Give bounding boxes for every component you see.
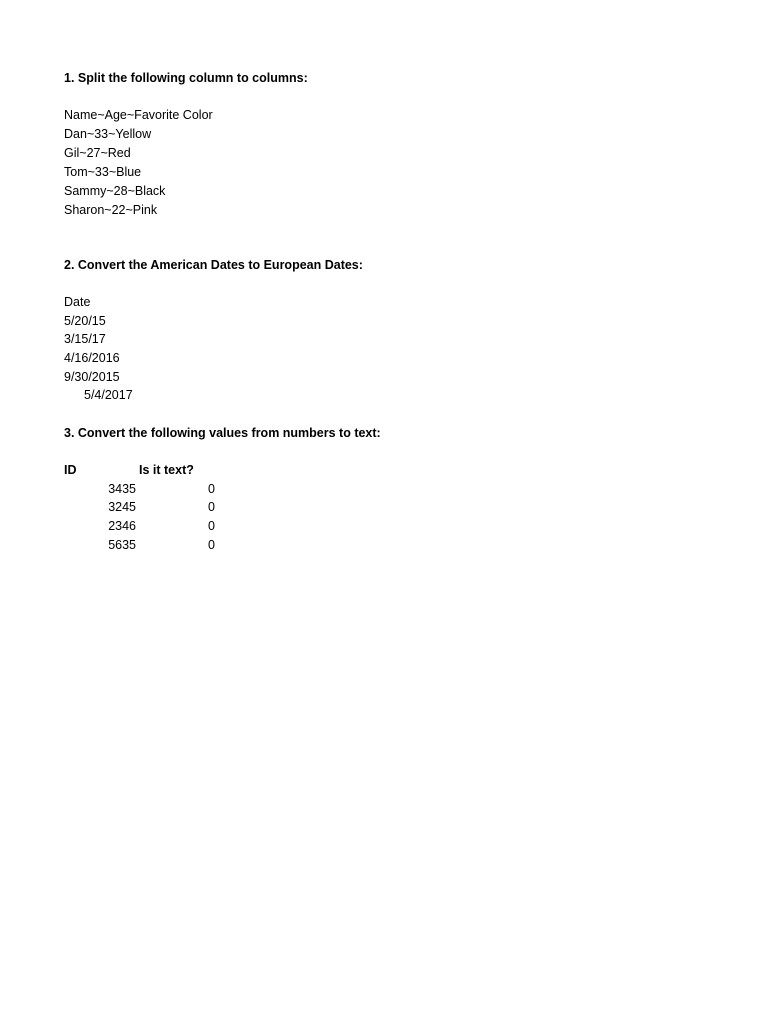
date-cell: 5/4/2017 <box>84 388 133 402</box>
is-text-cell: 0 <box>208 482 215 496</box>
date-cell: 5/20/15 <box>64 314 106 328</box>
id-column-header: ID <box>64 463 77 477</box>
id-cell: 5635 <box>108 538 136 552</box>
section-1-line: Gil~27~Red <box>64 146 131 160</box>
section-1-line: Tom~33~Blue <box>64 165 142 179</box>
section-1-line: Dan~33~Yellow <box>64 127 152 141</box>
section-1-line: Sharon~22~Pink <box>64 203 158 217</box>
date-cell: 4/16/2016 <box>64 351 120 365</box>
is-text-cell: 0 <box>208 500 215 514</box>
section-3-title: 3. Convert the following values from numbers to text: <box>64 426 381 440</box>
is-text-column-header: Is it text? <box>139 463 194 477</box>
date-cell: 3/15/17 <box>64 332 106 346</box>
section-2-title: 2. Convert the American Dates to European Dates: <box>64 258 363 272</box>
id-cell: 3435 <box>108 482 136 496</box>
id-cell: 2346 <box>108 519 136 533</box>
table-row <box>0 537 768 556</box>
table-row <box>0 518 768 537</box>
table-row <box>0 499 768 518</box>
date-column-header: Date <box>64 295 91 309</box>
is-text-cell: 0 <box>208 519 215 533</box>
id-cell: 3245 <box>108 500 136 514</box>
section-1-line: Sammy~28~Black <box>64 184 166 198</box>
date-cell: 9/30/2015 <box>64 370 120 384</box>
section-1-line-header: Name~Age~Favorite Color <box>64 108 213 122</box>
section-1-title: 1. Split the following column to columns: <box>64 71 308 85</box>
is-text-cell: 0 <box>208 538 215 552</box>
table-row <box>0 481 768 500</box>
